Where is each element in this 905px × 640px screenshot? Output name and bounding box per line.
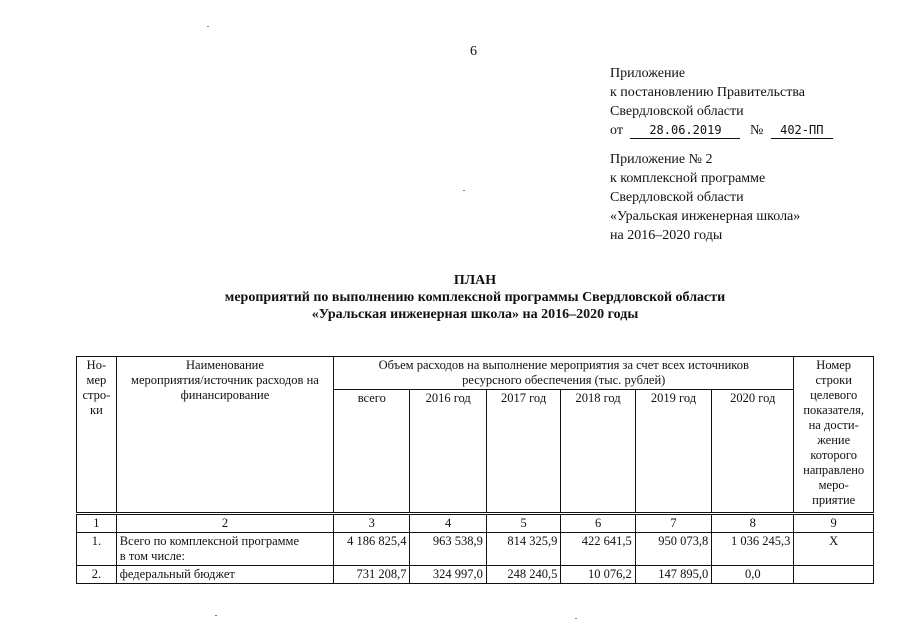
header-total: всего xyxy=(334,390,410,514)
appendix-date-line xyxy=(610,121,833,140)
table-row xyxy=(77,533,874,566)
title-line: мероприятий по выполнению комплексной программы Свердловской области xyxy=(224,290,726,305)
resolution-number: 402-ПП xyxy=(771,123,833,139)
header-row-number: Но- мер стро- ки xyxy=(77,357,117,514)
title-line: ПЛАН xyxy=(453,273,497,288)
title-line: «Уральская инженерная школа» на 2016–2020 годы xyxy=(311,307,639,322)
document-title xyxy=(0,272,905,323)
row-2019: 950 073,8 xyxy=(635,533,711,566)
scan-speck xyxy=(207,26,209,27)
row-2016: 324 997,0 xyxy=(410,566,486,584)
table-row xyxy=(77,566,874,584)
scan-speck xyxy=(215,615,217,616)
appendix-line: на 2016–2020 годы xyxy=(610,228,723,243)
header-2017: 2017 год xyxy=(486,390,560,514)
row-2017: 814 325,9 xyxy=(486,533,560,566)
row-name: федеральный бюджет xyxy=(116,566,333,584)
row-2020: 1 036 245,3 xyxy=(712,533,794,566)
row-total: 4 186 825,4 xyxy=(334,533,410,566)
column-number: 8 xyxy=(712,514,794,533)
column-number: 2 xyxy=(116,514,333,533)
scan-speck xyxy=(575,618,577,619)
row-name: Всего по комплексной программе в том числе: xyxy=(116,533,333,566)
column-number: 6 xyxy=(561,514,635,533)
row-2020: 0,0 xyxy=(712,566,794,584)
header-2020: 2020 год xyxy=(712,390,794,514)
row-number: 2. xyxy=(77,566,117,584)
column-number: 5 xyxy=(486,514,560,533)
row-2018: 422 641,5 xyxy=(561,533,635,566)
header-2018: 2018 год xyxy=(561,390,635,514)
header-expenses: Объем расходов на выполнение мероприятия за счет всех источников ресурсного обеспечения (тыс. рублей) xyxy=(334,357,794,390)
plan-table xyxy=(76,356,874,584)
appendix-program xyxy=(610,150,800,245)
scan-speck xyxy=(463,190,465,191)
header-2019: 2019 год xyxy=(635,390,711,514)
appendix-line: к постановлению Правительства xyxy=(610,85,806,100)
row-2018: 10 076,2 xyxy=(561,566,635,584)
row-2019: 147 895,0 xyxy=(635,566,711,584)
row-target xyxy=(794,566,874,584)
appendix-line: Свердловской области xyxy=(610,190,744,205)
column-number: 3 xyxy=(334,514,410,533)
appendix-line: Свердловской области xyxy=(610,104,744,119)
appendix-line: Приложение № 2 xyxy=(610,152,713,167)
header-name: Наименование мероприятия/источник расходов на финансирование xyxy=(116,357,333,514)
appendix-line: «Уральская инженерная школа» xyxy=(610,209,801,224)
row-target: Х xyxy=(794,533,874,566)
row-2017: 248 240,5 xyxy=(486,566,560,584)
appendix-line: Приложение xyxy=(610,66,686,81)
row-2016: 963 538,9 xyxy=(410,533,486,566)
from-label: от xyxy=(610,123,623,138)
appendix-resolution xyxy=(610,64,833,140)
column-number: 7 xyxy=(635,514,711,533)
number-label: № xyxy=(749,123,764,138)
column-number: 9 xyxy=(794,514,874,533)
appendix-line: к комплексной программе xyxy=(610,171,766,186)
row-number: 1. xyxy=(77,533,117,566)
page-number: 6 xyxy=(470,44,477,59)
column-number: 4 xyxy=(410,514,486,533)
column-number: 1 xyxy=(77,514,117,533)
row-total: 731 208,7 xyxy=(334,566,410,584)
header-target: Номер строки целевого показателя, на дости- жение которого направлено меро- приятие xyxy=(794,357,874,514)
header-2016: 2016 год xyxy=(410,390,486,514)
resolution-date: 28.06.2019 xyxy=(630,123,740,139)
